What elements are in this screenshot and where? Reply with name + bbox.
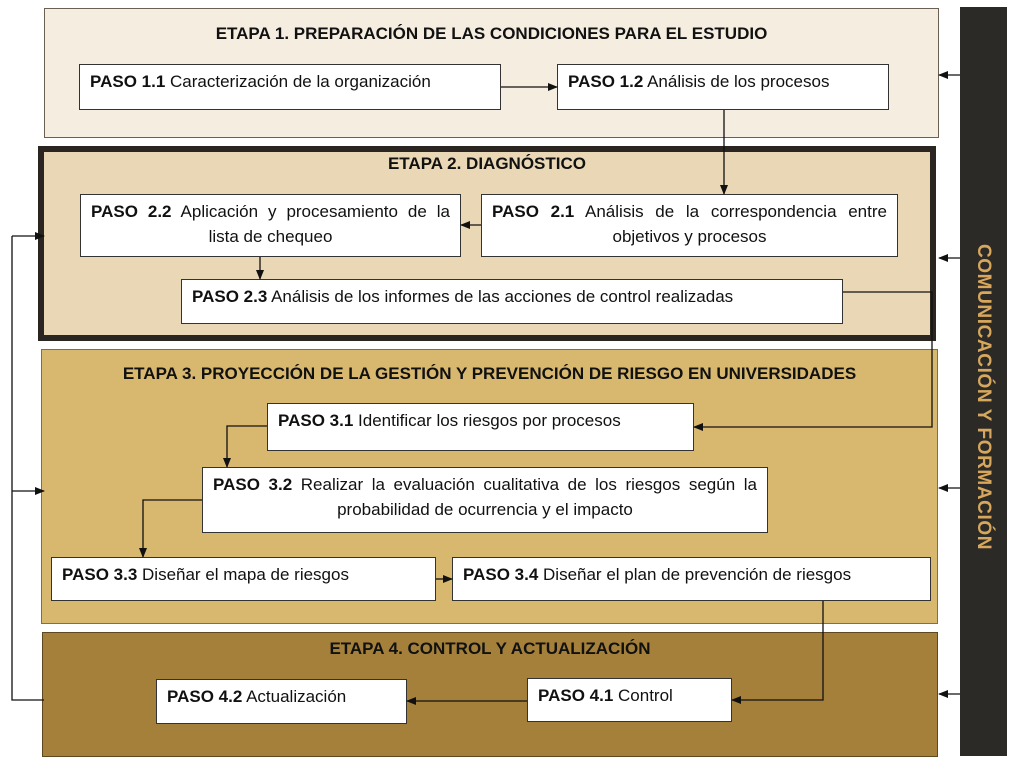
paso-2-1-number: PASO 2.1 <box>492 202 575 221</box>
feedback-loop-line <box>12 236 44 700</box>
paso-3-2-number: PASO 3.2 <box>213 475 293 494</box>
paso-4-1-number: PASO 4.1 <box>538 686 614 705</box>
paso-1-2-number: PASO 1.2 <box>568 72 644 91</box>
paso-3-4-number: PASO 3.4 <box>463 565 539 584</box>
paso-4-1-text: Control <box>618 686 673 705</box>
etapa-3-title: ETAPA 3. PROYECCIÓN DE LA GESTIÓN Y PREVENCIÓN DE RIESGO EN UNIVERSIDADES <box>122 364 857 383</box>
paso-3-1-number: PASO 3.1 <box>278 411 354 430</box>
paso-3-4-text: Diseñar el plan de prevención de riesgos <box>543 565 852 584</box>
etapa-4-title: ETAPA 4. CONTROL Y ACTUALIZACIÓN <box>329 639 651 658</box>
paso-3-3-text: Diseñar el mapa de riesgos <box>142 565 349 584</box>
etapa-2-title: ETAPA 2. DIAGNÓSTICO <box>387 154 587 173</box>
arrow-paso-3-1-to-3-2 <box>227 426 267 467</box>
paso-2-2-text: Aplicación y procesamiento de la lista de chequeo <box>180 202 450 246</box>
paso-1-1-number: PASO 1.1 <box>90 72 166 91</box>
paso-4-2-text: Actualización <box>246 687 347 706</box>
arrow-paso-2-3-to-3-1 <box>694 292 932 427</box>
paso-2-3-number: PASO 2.3 <box>192 287 268 306</box>
arrow-paso-3-2-to-3-3 <box>143 500 202 557</box>
paso-2-1-text: Análisis de la correspondencia entre objetivos y procesos <box>585 202 887 246</box>
arrow-paso-3-4-to-4-1 <box>732 601 823 700</box>
paso-1-1-text: Caracterización de la organización <box>170 72 431 91</box>
paso-1-2-text: Análisis de los procesos <box>647 72 830 91</box>
paso-3-3-number: PASO 3.3 <box>62 565 138 584</box>
paso-4-2-number: PASO 4.2 <box>167 687 243 706</box>
etapa-1-title: ETAPA 1. PREPARACIÓN DE LAS CONDICIONES PARA EL ESTUDIO <box>215 24 768 43</box>
communication-side-label: COMUNICACIÓN Y FORMACIÓN <box>973 243 994 551</box>
paso-3-2-text: Realizar la evaluación cualitativa de los riesgos según la probabilidad de ocurrencia y el impacto <box>300 475 757 519</box>
paso-2-2-number: PASO 2.2 <box>91 202 172 221</box>
paso-3-1-text: Identificar los riesgos por procesos <box>358 411 621 430</box>
paso-2-3-text: Análisis de los informes de las acciones de control realizadas <box>271 287 734 306</box>
